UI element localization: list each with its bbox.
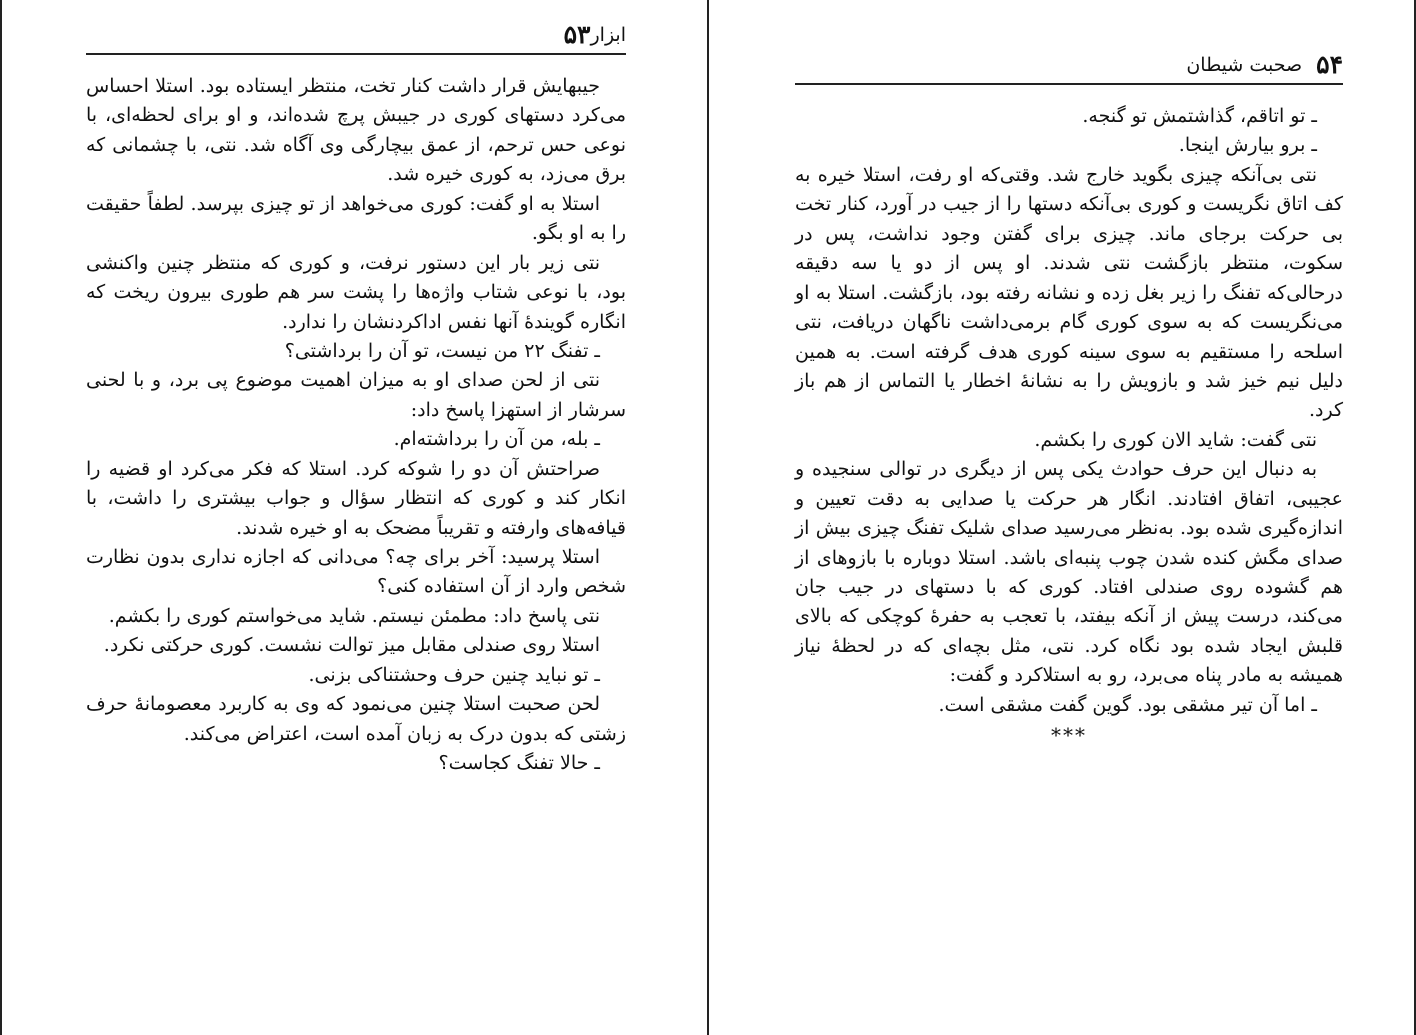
paragraph: لحن صحبت استلا چنین می‌نمود که وی به کاربرد معصومانهٔ حرف زشتی که بدون درک به زبان آمده است، اعتراض می‌کند. [86, 693, 626, 745]
paragraph: ـ اما آن تیر مشقی بود. گوین گفت مشقی است. [938, 693, 1317, 716]
paragraph: نتی بی‌آنکه چیزی بگوید خارج شد. وقتی‌که او رفت، استلا خیره به کف اتاق نگریست و کوری بی‌آنکه دستها را از جیب در آورد، کنار تخت بی حرکت برجای ماند. چیزی برای گفتن وجود نداشت، پس در سکوت، منتظر بازگشت نتی شدند. او پس از دو یا سه دقیقه درحالی‌که تفنگ را زیر بغل زده و نشانه رفته بود، بازگشت. استلا به او می‌نگریست که به سوی کوری گام برمی‌داشت ناگهان دریافت، نتی اسلحه را مستقیم به سوی سینه کوری هدف گرفته است. به همین دلیل نیم خیز شد و بازویش را به نشانهٔ اخطار یا التماس از هم باز کرد. [795, 163, 1343, 422]
left-page-body [86, 72, 626, 779]
right-page-number: ۵۴ [1316, 50, 1343, 79]
paragraph: استلا پرسید: آخر برای چه؟ می‌دانی که اجازه نداری بدون نظارت شخص وارد از آن استفاده کنی؟ [86, 546, 626, 598]
paragraph: جیبهایش قرار داشت کنار تخت، منتظر ایستاده بود. استلا احساس می‌کرد دستهای کوری در جیبش پرچ شده‌اند، و او برای لحظه‌ای، با نوعی حس ترحم، از عمق بیچارگی وی آگاه شد. نتی، با چشمانی که برق می‌زد، به کوری خیره شد. [86, 75, 626, 186]
paragraph: ـ حالا تفنگ کجاست؟ [438, 752, 600, 775]
paragraph: به دنبال این حرف حوادث یکی پس از دیگری در توالی سنجیده و عجیبی، اتفاق افتادند. انگار هر حرکت یا صدایی به دقت تعیین و اندازه‌گیری شده بود. به‌نظر می‌رسید صدای شلیک تفنگ چیزی بیش از صدای مگش کنده شدن چوب پنبه‌ای باشد. استلا دوباره با بازوهای از هم گشوده روی صندلی افتاد. کوری که با دستهای در جیب جان می‌کند، درست پیش از آنکه بیفتد، با تعجب به حفرهٔ کوچکی که بالای قلبش ایجاد شده بود نگاه کرد. نتی، مثل بچه‌ای که در لحظهٔ نیاز همیشه به مادر پناه می‌برد، رو به استلاکرد و گفت: [795, 458, 1343, 687]
left-page-number: ۵۳ [563, 20, 591, 49]
paragraph: نتی گفت: شاید الان کوری را بکشم. [1034, 428, 1317, 451]
left-page-header [86, 22, 626, 55]
paragraph: نتی پاسخ داد: مطمئن نیستم. شاید می‌خواستم کوری را بکشم. [108, 604, 600, 627]
paragraph: ـ تفنگ ۲۲ من نیست، تو آن را برداشتی؟ [284, 339, 600, 362]
right-page [707, 0, 1416, 1035]
left-page [0, 0, 707, 1035]
left-page-title: ابزار [590, 24, 626, 46]
right-page-body [795, 102, 1343, 751]
paragraph: استلا روی صندلی مقابل میز توالت نشست. کوری حرکتی نکرد. [103, 634, 600, 657]
paragraph: ـ بله، من آن را برداشته‌ام. [393, 428, 600, 451]
right-page-title: صحبت شیطان [1186, 54, 1303, 76]
paragraph: ـ تو نباید چنین حرف وحشتناکی بزنی. [308, 663, 600, 686]
paragraph: ـ برو بیارش اینجا. [1178, 134, 1317, 157]
paragraph: ـ تو اتاقم، گذاشتمش تو گنجه. [1082, 105, 1317, 127]
section-break: *** [1051, 723, 1087, 748]
paragraph: استلا به او گفت: کوری می‌خواهد از تو چیزی بپرسد. لطفاً حقیقت را به او بگو. [86, 192, 626, 245]
paragraph: نتی زیر بار این دستور نرفت، و کوری که منتظر چنین واکنشی بود، با نوعی شتاب واژه‌ها را پشت سر هم طوری بیرون ریخت که انگاره گویندهٔ آنها نفس اداکردنشان را ندارد. [86, 251, 626, 333]
paragraph: صراحتش آن دو را شوکه کرد. استلا که فکر می‌کرد او قضیه را انکار کند و کوری که انتظار سؤال و جواب بیشتری را داشت، با قیافه‌های وارفته و تقریباً مضحک به او خیره شدند. [86, 457, 626, 539]
right-page-header [795, 52, 1343, 85]
paragraph: نتی از لحن صدای او به میزان اهمیت موضوع پی برد، و با لحنی سرشار از استهزا پاسخ داد: [86, 369, 626, 421]
